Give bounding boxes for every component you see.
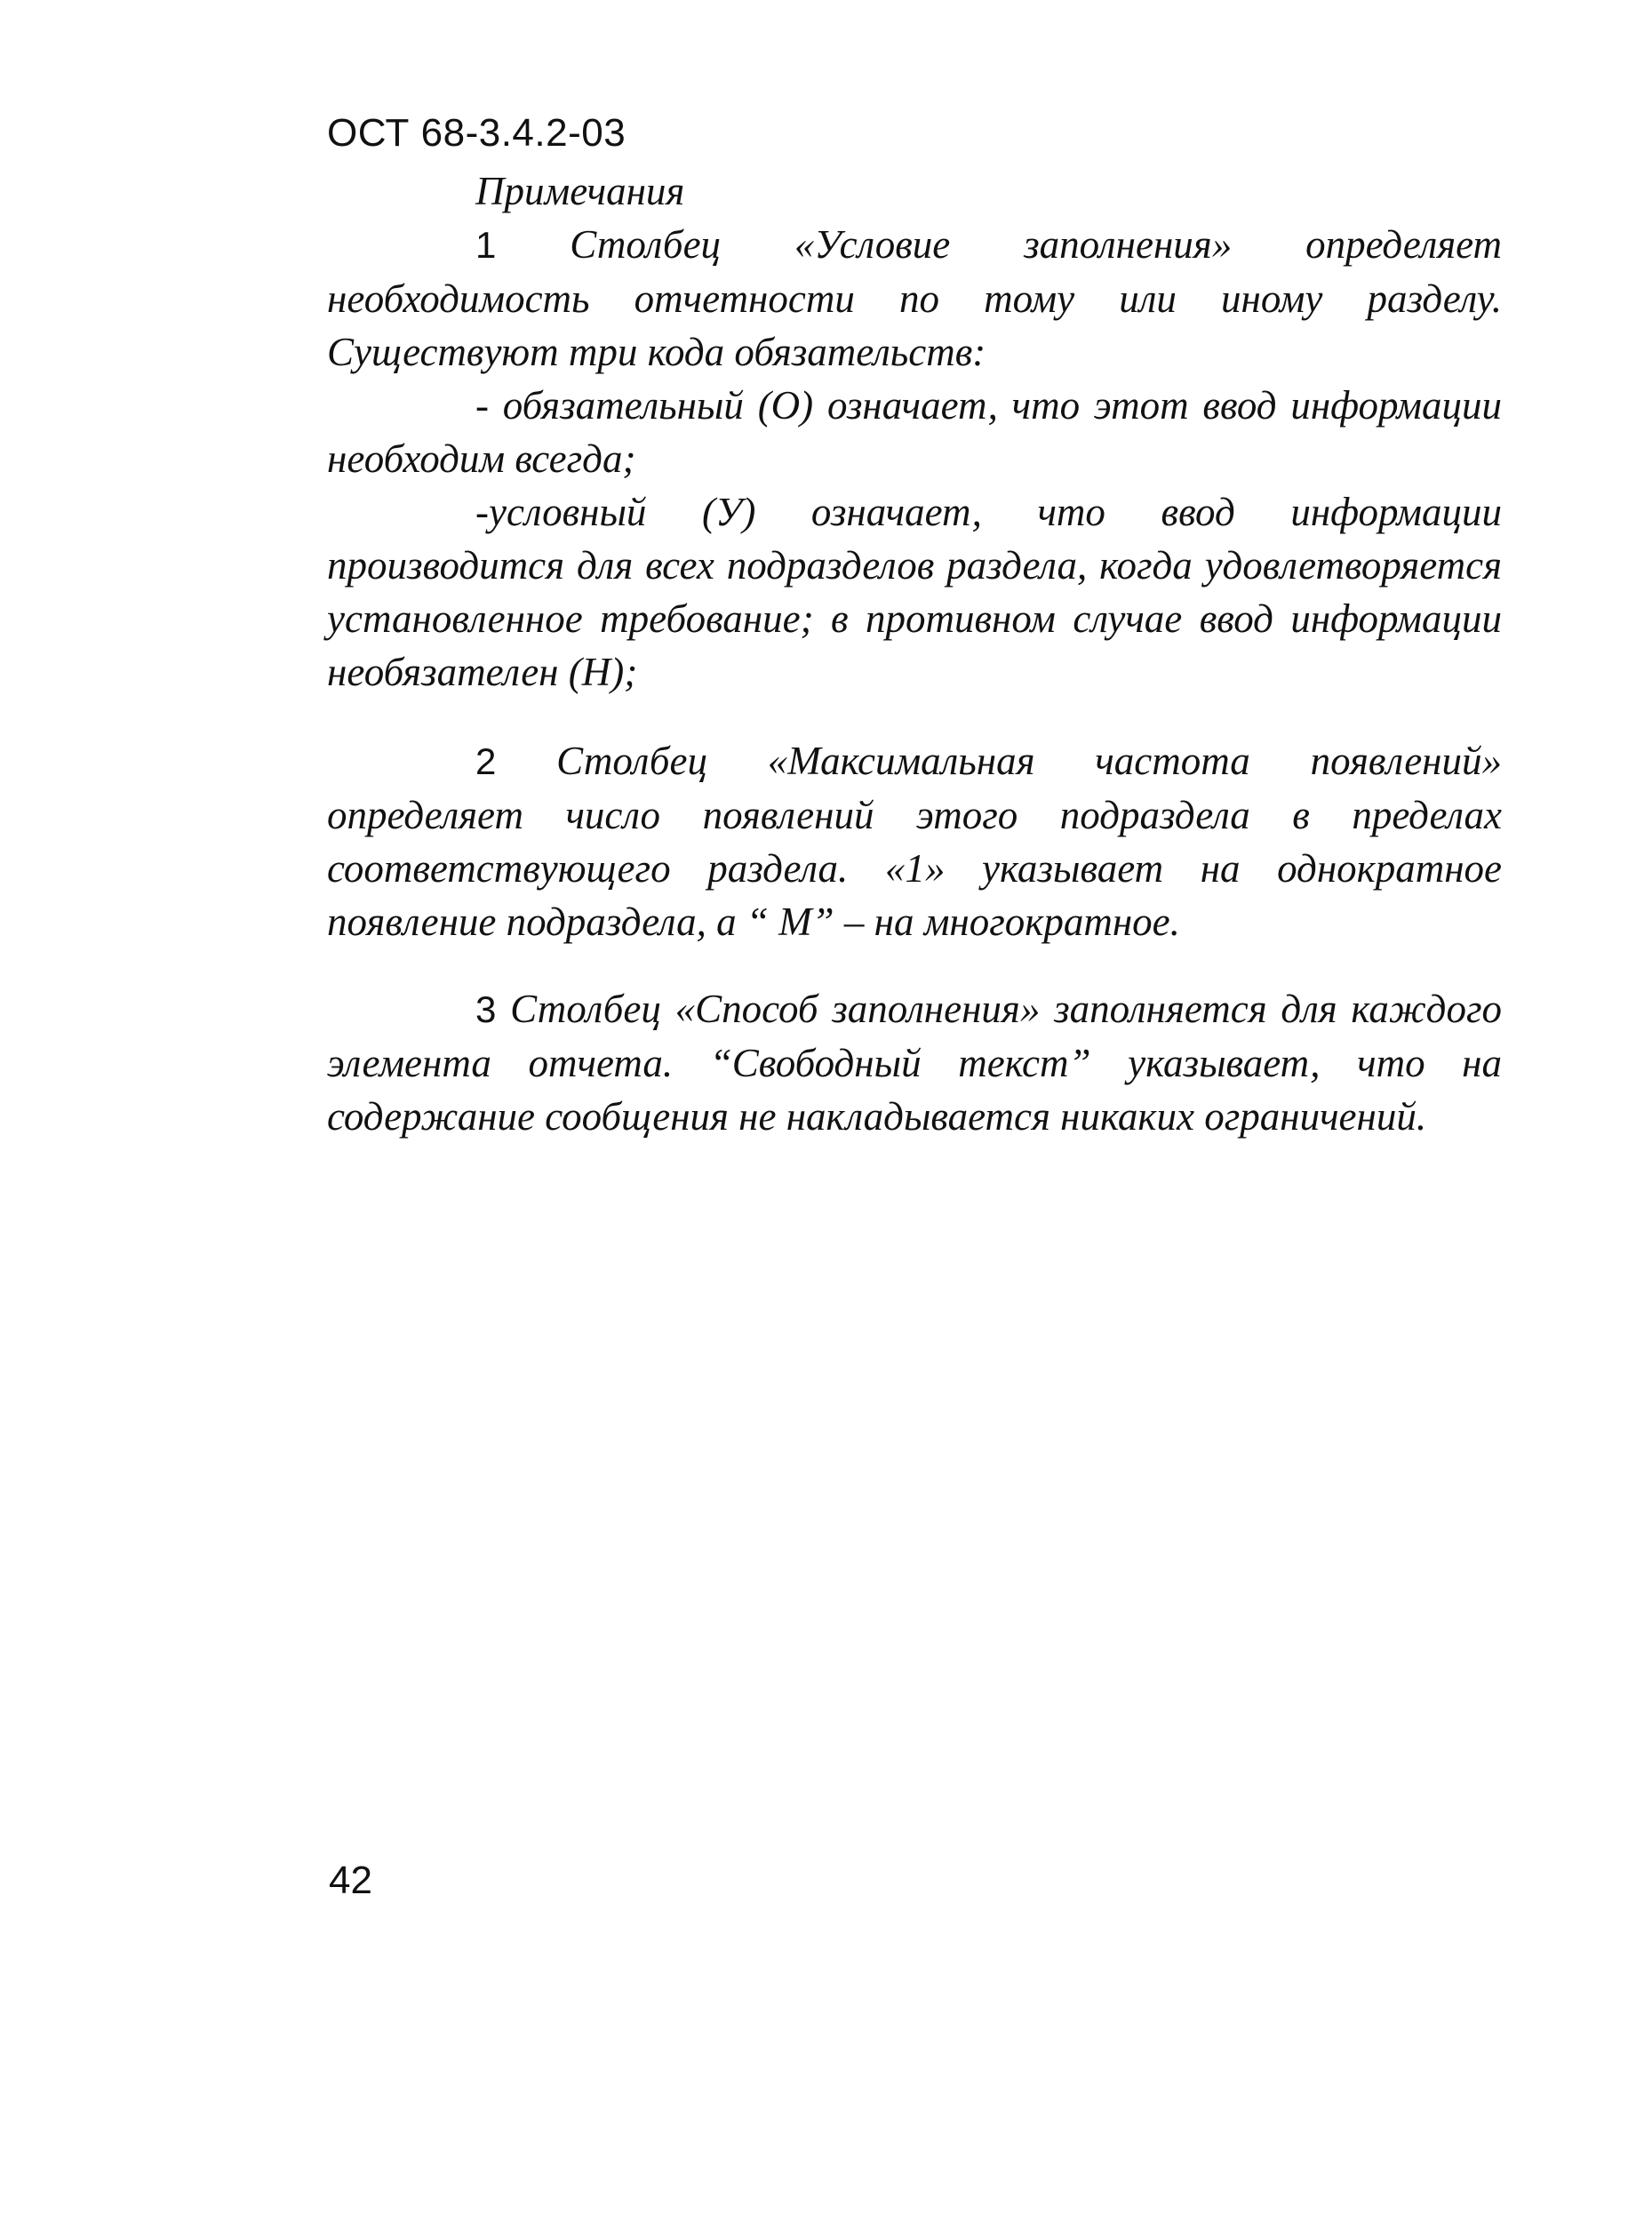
note-3-number: 3 bbox=[475, 988, 497, 1030]
note-2 bbox=[327, 734, 1502, 948]
notes-title: Примечания bbox=[475, 169, 685, 213]
note-1-number: 1 bbox=[475, 224, 497, 266]
note-1-item-conditional: -условный (У) означает, что ввод информации производится для всех подразделов раздела, когда удовлетворяется установленное требование; в противном случае ввод информации необязателен (Н); bbox=[327, 490, 1502, 694]
note-1 bbox=[327, 218, 1502, 379]
note-2-number: 2 bbox=[475, 740, 497, 782]
notes-section bbox=[327, 164, 1502, 1143]
document-code: ОСТ 68-3.4.2-03 bbox=[327, 111, 626, 155]
page-number: 42 bbox=[329, 1859, 372, 1902]
note-3 bbox=[327, 982, 1502, 1143]
note-1-text: Столбец «Условие заполнения» определяет необходимость отчетности по тому или иному разделу. Существуют три кода обязательств: bbox=[327, 222, 1503, 374]
note-3-text: Столбец «Способ заполнения» заполняется для каждого элемента отчета. “Свободный текст” указывает, что на содержание сообщения не накладывается никаких ограничений. bbox=[327, 987, 1502, 1139]
note-2-text: Столбец «Максимальная частота появлений» определяет число появлений этого подраздела в пределах соответствующего раздела. «1» указывает на однократное появление подраздела, а “ М” – на многократное. bbox=[327, 739, 1503, 944]
note-1-item-mandatory: - обязательный (О) означает, что этот ввод информации необходим всегда; bbox=[327, 383, 1502, 481]
